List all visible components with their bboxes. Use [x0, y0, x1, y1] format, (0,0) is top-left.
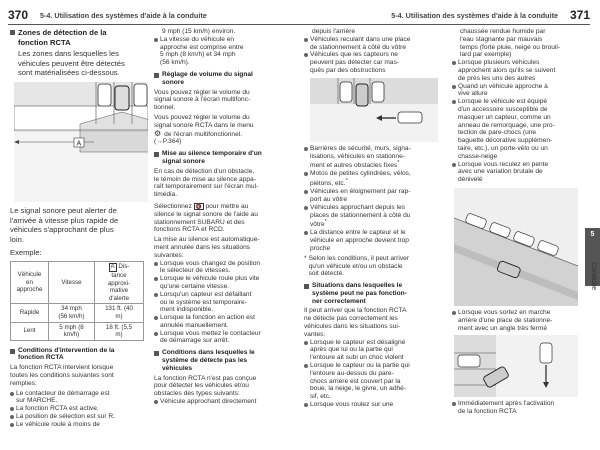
list-item: Lorsque plusieurs véhicules approchent alors qu'ils se suivent de près les uns des autres [452, 59, 582, 82]
own-car [356, 84, 368, 106]
diagram-marker-a: A [76, 140, 82, 148]
list-item: La fonction RCTA est active. [10, 405, 150, 413]
example-label: Exemple: [10, 248, 42, 258]
bullet-icon [154, 293, 158, 297]
bullet-icon [154, 316, 158, 320]
section-square-icon [154, 351, 159, 356]
left-header-title: 5-4. Utilisation des systèmes d'aide à la conduite [40, 10, 207, 20]
parked-car-right [134, 84, 147, 106]
left-header-rule [8, 24, 300, 25]
bullet-icon [304, 364, 308, 368]
bullet-icon [154, 332, 158, 336]
parked-car-left [98, 84, 111, 106]
bullet-icon [452, 100, 456, 104]
list-item: Véhicules que les capteurs ne peuvent pas détecter car mas- qués par des obstructions [304, 51, 444, 74]
bullet-icon [154, 400, 158, 404]
detection-zone-diagram [14, 82, 148, 202]
chapter-number: 5 [590, 231, 595, 238]
zones-text: Les zones dans lesquelles les véhicules peuvent être détectés sont matérialisées ci-dessous. [18, 49, 125, 78]
right-column-2 [452, 28, 582, 448]
list-item: Le contacteur de démarrage est sur MARCHE. [10, 390, 150, 406]
list-item: Lorsque le véhicule est équipé d'un accessoire susceptible de masquer un capteur, comme un anneau de remorquage, une pro- tection de pare-chocs (une baguette décorative supplémen- taire, etc.), un porte-vélo ou un chasse-neige [452, 98, 582, 160]
mute-text-1: En cas de détection d'un obstacle, le témoin de mise au silence appa- raît temporairement sur l'écran mul- timédia. [154, 167, 259, 199]
list-item: Motos de petites cylindrées, vélos, piétons, etc.* [304, 170, 444, 188]
table-header-row: Véhicule en approche Vitesse A Dis- tance approxi- mative d'alerte [11, 261, 144, 303]
left-column-2 [154, 28, 296, 448]
list-item: Lorsque vous reculez en pente avec une variation brutale de dénivelé [452, 161, 582, 184]
gear-icon: ⚙ [154, 128, 162, 138]
bullet-icon [452, 163, 456, 167]
list-item: Lorsque le capteur est désaligné après que lui ou la partie qui l'entoure ait subi un choc violent [304, 339, 444, 362]
left-page-header [8, 0, 207, 30]
list-item: Barrières de sécurité, murs, signa- lisations, véhicules en stationne- ment et autres obstacles fixes* [304, 145, 444, 171]
speed-distance-table [10, 261, 144, 341]
mute-text-2: silence le signal sonore de l'aide au stationnement SUBARU et des fonctions RCTA et RCD. [154, 210, 258, 234]
weather-continuation: chaussée rendue humide par l'eau stagnante par mauvais temps (forte pluie, neige ou brouil- lard par exemple) [460, 28, 561, 59]
bullet-icon [10, 415, 14, 419]
list-item: Lorsqu'un capteur est défaillant ou le système est temporaire- ment indisponible. [154, 291, 296, 314]
bullet-icon [154, 277, 158, 281]
chapter-label: Conduite [590, 262, 597, 291]
bullet-icon [154, 38, 158, 42]
zones-heading: Zones de détection de la fonction RCTA [10, 28, 150, 47]
bullet-icon [304, 403, 308, 407]
left-page-number: 370 [8, 8, 29, 22]
section-square-icon [154, 73, 159, 78]
bullet-icon [154, 262, 158, 266]
slope-diagram [454, 188, 578, 306]
fail-text: Il peut arriver que la fonction RCTA ne détecte pas correctement les véhicules dans les situations sui- vantes: [304, 307, 407, 338]
list-item: La position de sélection est sur R. [10, 413, 150, 421]
sharp-angle-diagram [454, 335, 578, 397]
footnote: * Selon les conditions, il peut arriver qu'un véhicule et/ou un obstacle soit détecté. [304, 254, 410, 278]
list-item: La distance entre le capteur et le véhicule en approche devient trop proche [304, 229, 444, 252]
section-square-icon [10, 349, 15, 354]
table-marker-a: A [110, 263, 115, 270]
mute-select-line: Sélectionnez 🔇 pour mettre au [154, 202, 249, 210]
list-item: Le véhicule roule à moins de [10, 421, 150, 429]
mute-speaker-icon: 🔇 [195, 203, 202, 210]
parked-car [458, 355, 480, 367]
approaching-vehicle [398, 112, 422, 123]
volume-text-1: Vous pouvez régler le volume du signal sonore à l'écran multifonc- tionnel. [154, 88, 251, 112]
list-item: Véhicules reculant dans une place de stationnement à côté du vôtre [304, 36, 444, 52]
bullet-icon [452, 311, 456, 315]
volume-text-2: Vous pouvez régler le volume du signal sonore RCTA dans le menu ⚙ de l'écran multifonctionnel. (→P.364) [154, 114, 296, 146]
list-item: Lorsque la fonction en action est annulée manuellement. [154, 314, 296, 330]
left-column-1 [10, 28, 150, 448]
fail-heading: Situations dans lesquelles le système peut ne pas fonction- ner correctement [304, 282, 444, 305]
list-item: Véhicules approchant depuis les places de stationnement à côté du vôtre* [304, 204, 444, 230]
right-column-1 [304, 28, 444, 448]
mute-text-3: La mise au silence est automatique- ment annulée dans les situations suivantes: [154, 236, 260, 259]
list-item: Lorsque vous changez de position le sélecteur de vitesses. [154, 260, 296, 276]
list-item: Lorsque vous sortez en marche arrière d'une place de stationne- ment avec un angle très fermé [452, 309, 582, 332]
mute-heading: Mise au silence temporaire d'un signal sonore [154, 150, 296, 166]
obstruction-vehicle [372, 82, 384, 102]
bullet-icon [304, 190, 308, 194]
table-row: Lent 5 mph (8 km/h) 18 ft. (5,5 m) [11, 322, 144, 340]
approaching-vehicle [540, 343, 552, 363]
bullet-icon [304, 53, 308, 57]
bullet-icon [304, 341, 308, 345]
list-item: Immédiatement après l'activation de la fonction RCTA [452, 400, 582, 416]
depuis-continuation: depuis l'arrière [312, 28, 356, 35]
right-page-header [391, 0, 590, 30]
footnote-mark: * [304, 254, 307, 262]
section-square-icon [154, 152, 159, 157]
speed-continuation: 9 mph (15 km/h) environ. [162, 28, 236, 35]
list-item: Lorsque le véhicule roule plus vite qu'une certaine vitesse. [154, 275, 296, 291]
right-page-number: 371 [569, 8, 590, 22]
table-row: Rapide 34 mph (56 km/h) 131 ft. (40 m) [11, 304, 144, 322]
bullet-icon [304, 206, 308, 210]
bullet-icon [304, 38, 308, 42]
bullet-icon [10, 407, 14, 411]
conditions-heading: Conditions d'intervention de la fonction RCTA [10, 347, 150, 363]
right-header-rule [300, 24, 590, 25]
list-item: La vitesse du véhicule en approche est comprise entre 5 mph (8 km/h) et 34 mph (56 km/h). [154, 36, 296, 67]
list-item: Lorsque le capteur ou la partie qui l'entoure au-dessus du pare- chocs arrière est couvert par la boue, la neige, le givre, un adhé- sif, etc. [304, 362, 444, 401]
list-item: Lorsque vous roulez sur une [304, 401, 444, 409]
list-item: Lorsque vous mettez le contacteur de démarrage sur arrêt. [154, 330, 296, 346]
volume-heading: Réglage de volume du signal sonore [154, 71, 296, 87]
conditions-text: La fonction RCTA intervient lorsque toutes les conditions suivantes sont remplies: [10, 364, 114, 387]
bullet-icon [10, 392, 14, 396]
right-header-title: 5-4. Utilisation des systèmes d'aide à la conduite [391, 10, 558, 20]
bullet-icon [304, 172, 308, 176]
bullet-icon [304, 231, 308, 235]
list-item: Quand un véhicule approche à vive allure [452, 83, 582, 99]
list-item: Véhicule approchant directement [154, 398, 296, 406]
bullet-icon [452, 61, 456, 65]
bullet-icon [452, 85, 456, 89]
obstruction-diagram [310, 78, 438, 142]
section-square-icon [304, 284, 309, 289]
section-square-icon [10, 30, 15, 35]
list-item: Véhicules en éloignement par rap- port au vôtre [304, 188, 444, 204]
signal-text: Le signal sonore peut alerter de l'arrivée à vitesse plus rapide de véhicules s'approchant de plus loin. [10, 205, 119, 244]
detect-heading: Conditions dans lesquelles le système de détecte pas les véhicules [154, 349, 296, 372]
bullet-icon [304, 147, 308, 151]
bullet-icon [10, 423, 14, 427]
detect-text: La fonction RCTA n'est pas conçue pour détecter les véhicules et/ou obstacles des types suivants: [154, 374, 257, 398]
page-reference-link[interactable]: (→P.364) [154, 138, 182, 146]
parked-car [340, 82, 352, 102]
right-page [300, 0, 600, 450]
own-car [115, 86, 129, 110]
bullet-icon [452, 402, 456, 406]
